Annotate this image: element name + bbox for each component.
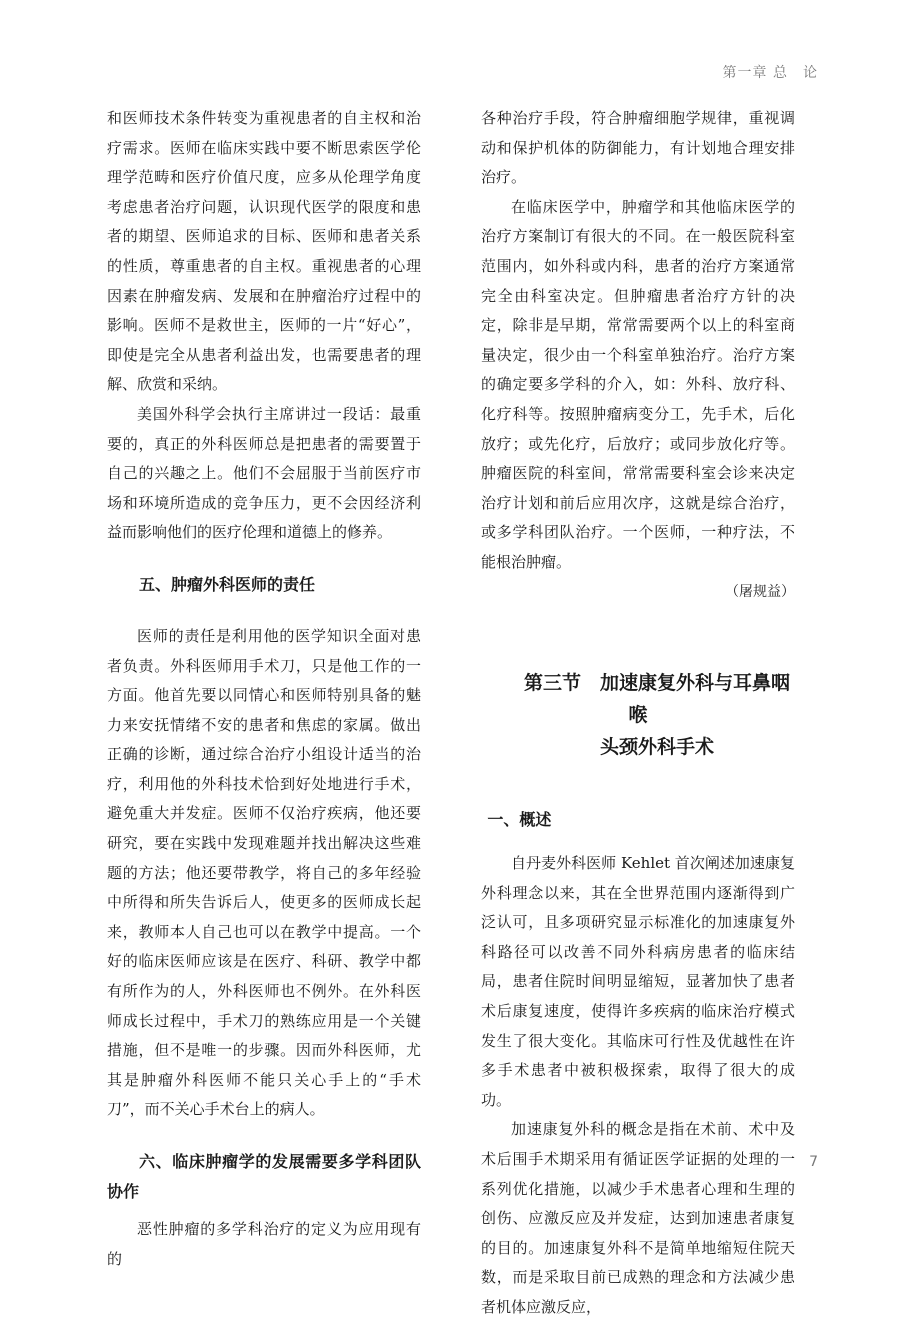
paragraph: 医师的责任是利用他的医学知识全面对患者负责。外科医师用手术刀，只是他工作的一方面。他首先要以同情心和医师特别具备的魅力来安抚情绪不安的患者和焦虑的家属。做出正确的诊断，通过综合治疗小组设计适当的治疗，利用他的外科技术恰到好处地进行手术，避免重大并发症。医师不仅治疗疾病，他还要研究，要在实践中发现难题并找出解决这些难题的方法；他还要带教学，将自己的多年经验中所得和所失告诉后人，使更多的医师成长起来，教师本人自己也可以在教学中提高。一个好的临床医师应该是在医疗、科研、教学中都有所作为的人，外科医师也不例外。在外科医师成长过程中，手术刀的熟练应用是一个关键措施，但不是唯一的步骤。因而外科医师，尤其是肿瘤外科医师不能只关心手上的“手术刀”，而不关心手术台上的病人。 (107, 626, 421, 1119)
page-number: 7 (809, 1154, 818, 1170)
paragraph: 和医师技术条件转变为重视患者的自主权和治疗需求。医师在临床实践中要不断思索医学伦理学范畴和医疗价值尺度，应多从伦理学角度考虑患者治疗问题，认识现代医学的限度和患者的期望、医师追求的目标、医师和患者关系的性质，尊重患者的自主权。重视患者的心理因素在肿瘤发病、发展和在肿瘤治疗过程中的影响。医师不是救世主，医师的一片“好心”，即使是完全从患者利益出发，也需要患者的理解、欣赏和采纳。 (107, 109, 421, 394)
author-signature: （屠规益） (725, 583, 795, 600)
paragraph: 在临床医学中，肿瘤学和其他临床医学的治疗方案制订有很大的不同。在一般医院科室范围内，如外科或内科，患者的治疗方案通常完全由科室决定。但肿瘤患者治疗方针的决定，除非是早期，常常需要两个以上的科室商量决定，很少由一个科室单独治疗。治疗方案的确定要多学科的介入，如：外科、放疗科、化疗科等。按照肿瘤病变分工，先手术，后化放疗；或先化疗，后放疗；或同步放化疗等。肿瘤医院的科室间，常常需要科室会诊来决定治疗计划和前后应用次序，这就是综合治疗，或多学科团队治疗。一个医师，一种疗法，不能根治肿瘤。 (481, 197, 795, 571)
paragraph: 恶性肿瘤的多学科治疗的定义为应用现有的 (107, 1220, 421, 1268)
section-title-line2: 头颈外科手术 (599, 736, 714, 759)
section-title: 第三节 加速康复外科与耳鼻咽喉 (523, 672, 790, 727)
paragraph: 加速康复外科的概念是指在术前、术中及术后围手术期采用有循证医学证据的处理的一系列优化措施，以减少手术患者心理和生理的创伤、应激反应及并发症，达到加速患者康复的目的。加速康复外科不是简单地缩短住院天数，而是采取目前已成熟的理念和方法减少患者机体应激反应， (481, 1120, 795, 1316)
heading-section-5: 五、肿瘤外科医师的责任 (139, 574, 316, 594)
paragraph: 各种治疗手段，符合肿瘤细胞学规律，重视调动和保护机体的防御能力，有计划地合理安排治疗。 (481, 109, 795, 187)
right-column (481, 104, 795, 1323)
paragraph: 美国外科学会执行主席讲过一段话：最重要的，真正的外科医师总是把患者的需要置于自己的兴趣之上。他们不会屈服于当前医疗市场和环境所造成的竞争压力，更不会因经济利益而影响他们的医疗伦理和道德上的修养。 (107, 404, 421, 542)
paragraph: 自丹麦外科医师 Kehlet 首次阐述加速康复外科理念以来，其在全世界范围内逐渐得到广泛认可，且多项研究显示标准化的加速康复外科路径可以改善不同外科病房患者的临床结局，患者住院时间明显缩短，显著加快了患者术后康复速度，使得许多疾病的临床治疗模式发生了很大变化。其临床可行性及优越性在许多手术患者中被积极探索，取得了很大的成功。 (481, 854, 795, 1109)
heading-overview: 一、概述 (487, 810, 552, 830)
left-column (107, 104, 421, 1274)
heading-section-6: 六、临床肿瘤学的发展需要多学科团队协作 (107, 1152, 421, 1201)
running-header: 第一章 总 论 (722, 65, 818, 81)
